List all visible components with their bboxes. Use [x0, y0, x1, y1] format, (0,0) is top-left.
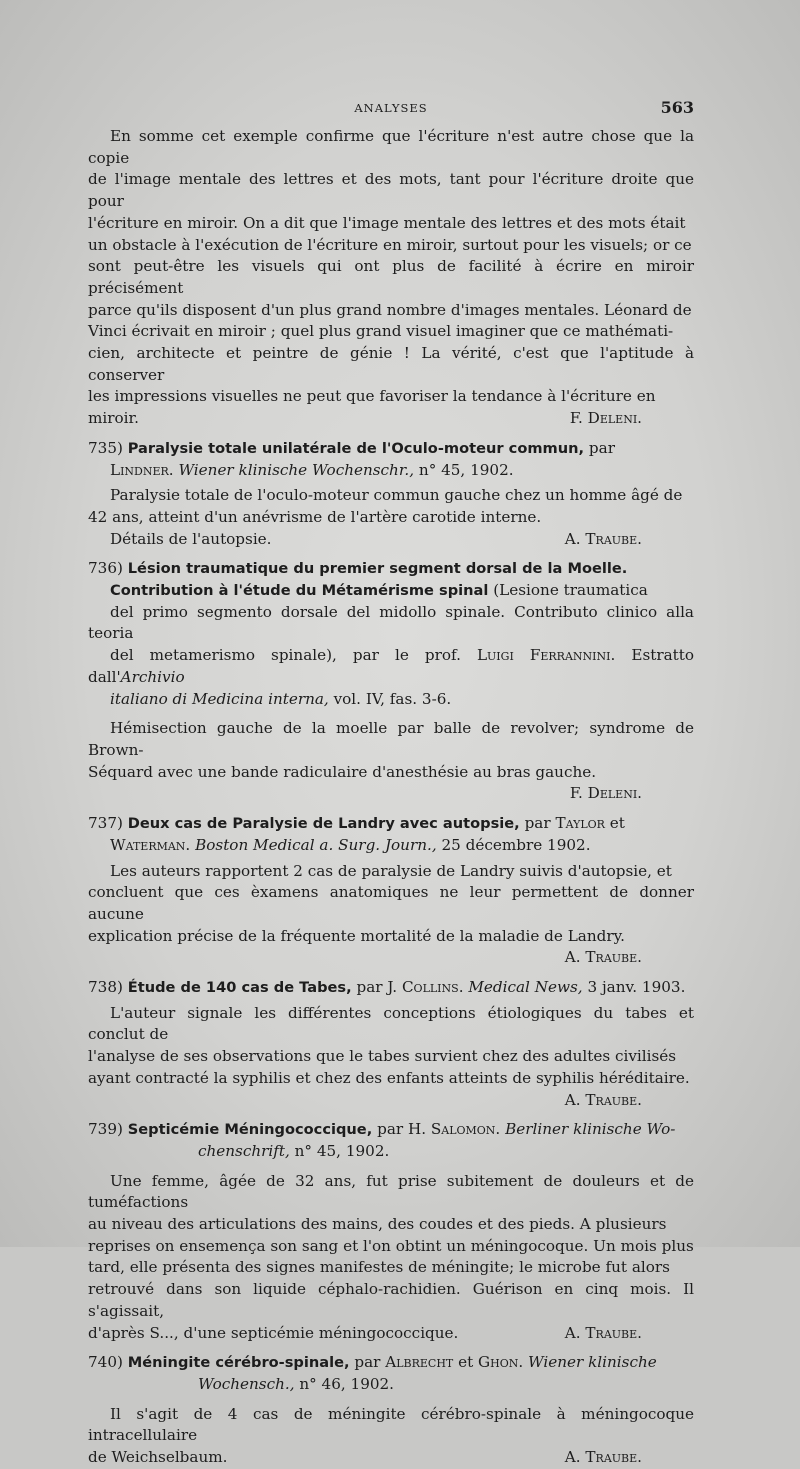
entry-journal: Wiener klinische	[528, 1353, 657, 1372]
abstract-entry-735	[88, 438, 694, 551]
text-fragment: del primo segmento dorsale del midollo spinale. Contributo clinico alla teoria	[88, 602, 694, 643]
text-line: sont peut-être les visuels qui ont plus de facilité à écrire en miroir précisément	[88, 257, 694, 297]
entry-author: Luigi Ferrannini.	[476, 646, 616, 665]
text-line	[88, 1323, 694, 1345]
entry-journal: Medical News,	[468, 978, 583, 997]
entry-number: 737)	[88, 814, 123, 833]
entry-title: Méningite cérébro-spinale,	[127, 1354, 350, 1372]
entry-heading	[88, 977, 694, 999]
entry-reference: n° 45, 1902.	[418, 460, 514, 479]
signature: F. Deleni.	[569, 784, 642, 803]
entry-citation	[88, 1141, 694, 1163]
entry-heading	[88, 558, 694, 580]
entry-heading	[88, 438, 694, 460]
entry-author: Lindner.	[110, 460, 174, 479]
text-fragment: par J.	[356, 978, 398, 997]
page-body	[88, 126, 694, 1469]
entry-title: Septicémie Méningococcique,	[127, 1121, 373, 1139]
entry-number: 739)	[88, 1120, 123, 1139]
entry-number: 736)	[88, 559, 123, 578]
text-fragment: (Lesione traumatica	[493, 581, 648, 600]
entry-title: Contribution à l'étude du Métamérisme spinal	[110, 582, 489, 600]
text-fragment: par H.	[377, 1120, 427, 1139]
entry-journal: Archivio	[120, 667, 185, 686]
entry-heading	[88, 1352, 694, 1374]
text-fragment: et	[458, 1353, 474, 1372]
signature: A. Traube.	[564, 529, 642, 548]
text-line: En somme cet exemple confirme que l'écriture n'est autre chose que la copie	[88, 127, 694, 167]
text-fragment: miroir.	[88, 409, 139, 428]
text-line: de l'image mentale des lettres et des mots, tant pour l'écriture droite que pour	[88, 170, 694, 211]
entry-author: Albrecht	[385, 1353, 454, 1372]
signature: A. Traube.	[564, 1323, 642, 1342]
text-fragment: d'après S..., d'une septicémie méningococcique.	[88, 1323, 459, 1342]
entry-citation	[88, 460, 694, 482]
entry-reference: 3 janv. 1903.	[587, 978, 686, 997]
text-line: Séquard avec une bande radiculaire d'anesthésie au bras gauche.	[88, 762, 597, 781]
text-fragment: del metamerismo spinale), par le prof.	[110, 646, 461, 665]
entry-author: Collins.	[401, 978, 464, 997]
text-line: parce qu'ils disposent d'un plus grand nombre d'images mentales. Léonard de	[88, 300, 692, 319]
intro-paragraph	[88, 126, 694, 430]
entry-citation	[88, 602, 694, 645]
signature: A. Traube.	[564, 948, 642, 967]
text-fragment: de Weichselbaum.	[88, 1448, 228, 1467]
entry-reference: n° 45, 1902.	[294, 1141, 390, 1160]
entry-journal: Boston Medical a. Surg. Journ.,	[195, 835, 437, 854]
entry-author: Ghon.	[478, 1353, 524, 1372]
text-line: l'écriture en miroir. On a dit que l'image mentale des lettres et des mots était	[88, 213, 686, 232]
text-line: reprises on ensemença son sang et l'on obtint un méningocoque. Un mois plus	[88, 1236, 694, 1255]
abstract-entry-738	[88, 977, 694, 1111]
entry-heading	[88, 580, 694, 602]
text-line: l'analyse de ses observations que le tabes survient chez des adultes civilisés	[88, 1047, 677, 1066]
running-title: ANALYSES	[354, 101, 428, 115]
abstract-entry-740	[88, 1352, 694, 1469]
entry-journal: Wiener klinische Wochenschr.,	[178, 460, 415, 479]
entry-reference: vol. IV, fas. 3-6.	[333, 689, 452, 708]
entry-author: Salomon.	[430, 1120, 501, 1139]
signature: F. Deleni.	[569, 409, 642, 428]
text-line: Paralysie totale de l'oculo-moteur commun gauche chez un homme âgé de	[110, 486, 683, 505]
text-line: 42 ans, atteint d'un anévrisme de l'artère carotide interne.	[88, 507, 542, 526]
text-line	[88, 529, 694, 551]
entry-number: 738)	[88, 978, 123, 997]
entry-citation	[88, 835, 694, 857]
text-line: Hémisection gauche de la moelle par balle de revolver; syndrome de Brown-	[88, 719, 694, 759]
text-line: les impressions visuelles ne peut que favoriser la tendance à l'écriture en	[88, 387, 656, 406]
entry-citation	[88, 645, 694, 688]
entry-title: Paralysie totale unilatérale de l'Oculo-moteur commun,	[127, 439, 585, 457]
entry-citation	[88, 1374, 694, 1396]
text-line: Vinci écrivait en miroir ; quel plus grand visuel imaginer que ce mathémati-	[88, 322, 674, 341]
text-line: tard, elle présenta des signes manifestes de méningite; le microbe fut alors	[88, 1258, 670, 1277]
entry-heading	[88, 813, 694, 835]
text-line: au niveau des articulations des mains, des coudes et des pieds. A plusieurs	[88, 1215, 667, 1234]
text-fragment: par	[588, 438, 615, 457]
entry-number: 740)	[88, 1353, 123, 1372]
text-line: explication précise de la fréquente mortalité de la maladie de Landry.	[88, 926, 626, 945]
entry-author: Taylor	[555, 814, 605, 833]
entry-title: Étude de 140 cas de Tabes,	[127, 979, 352, 997]
text-line: ayant contracté la syphilis et chez des enfants atteints de syphilis héréditaire.	[88, 1068, 690, 1087]
text-line: Une femme, âgée de 32 ans, fut prise subitement de douleurs et de tuméfactions	[88, 1171, 694, 1212]
text-fragment: par	[524, 814, 551, 833]
signature: A. Traube.	[564, 1448, 642, 1467]
entry-journal: italiano di Medicina interna,	[110, 689, 329, 708]
text-fragment: Estratto dall'	[88, 646, 695, 686]
entry-citation	[88, 689, 694, 711]
text-line: cien, architecte et peintre de génie ! La vérité, c'est que l'aptitude à conserver	[88, 344, 694, 384]
text-line	[88, 408, 694, 430]
text-fragment: par	[354, 1353, 381, 1372]
text-line: retrouvé dans son liquide céphalo-rachidien. Guérison en cinq mois. Il s'agissait,	[88, 1280, 694, 1320]
entry-reference: n° 46, 1902.	[299, 1374, 395, 1393]
text-fragment: et	[609, 814, 625, 833]
text-line	[88, 1447, 694, 1469]
running-head	[88, 98, 694, 118]
entry-journal: chenschrift,	[198, 1141, 290, 1160]
text-line: L'auteur signale les différentes conceptions étiologiques du tabes et conclut de	[88, 1003, 694, 1044]
entry-journal: Berliner klinische Wo-	[505, 1120, 676, 1139]
page-number: 563	[660, 98, 694, 117]
abstract-entry-736	[88, 558, 694, 805]
entry-author: Waterman.	[110, 835, 191, 854]
text-fragment: Détails de l'autopsie.	[110, 529, 272, 548]
abstract-entry-737	[88, 813, 694, 969]
abstract-entry-739	[88, 1119, 694, 1344]
entry-title: Lésion traumatique du premier segment dorsal de la Moelle.	[127, 560, 628, 578]
text-line: Les auteurs rapportent 2 cas de paralysie de Landry suivis d'autopsie, et	[110, 861, 672, 880]
entry-heading	[88, 1119, 694, 1141]
signature: A. Traube.	[564, 1090, 642, 1109]
text-line: un obstacle à l'exécution de l'écriture en miroir, surtout pour les visuels; or ce	[88, 235, 692, 254]
entry-title: Deux cas de Paralysie de Landry avec autopsie,	[127, 815, 520, 833]
text-line: Il s'agit de 4 cas de méningite cérébro-spinale à méningocoque intracellulaire	[88, 1404, 694, 1445]
entry-journal: Wochensch.,	[198, 1374, 295, 1393]
entry-reference: 25 décembre 1902.	[441, 835, 591, 854]
text-line: concluent que ces èxamens anatomiques ne leur permettent de donner aucune	[88, 883, 694, 923]
entry-number: 735)	[88, 438, 123, 457]
